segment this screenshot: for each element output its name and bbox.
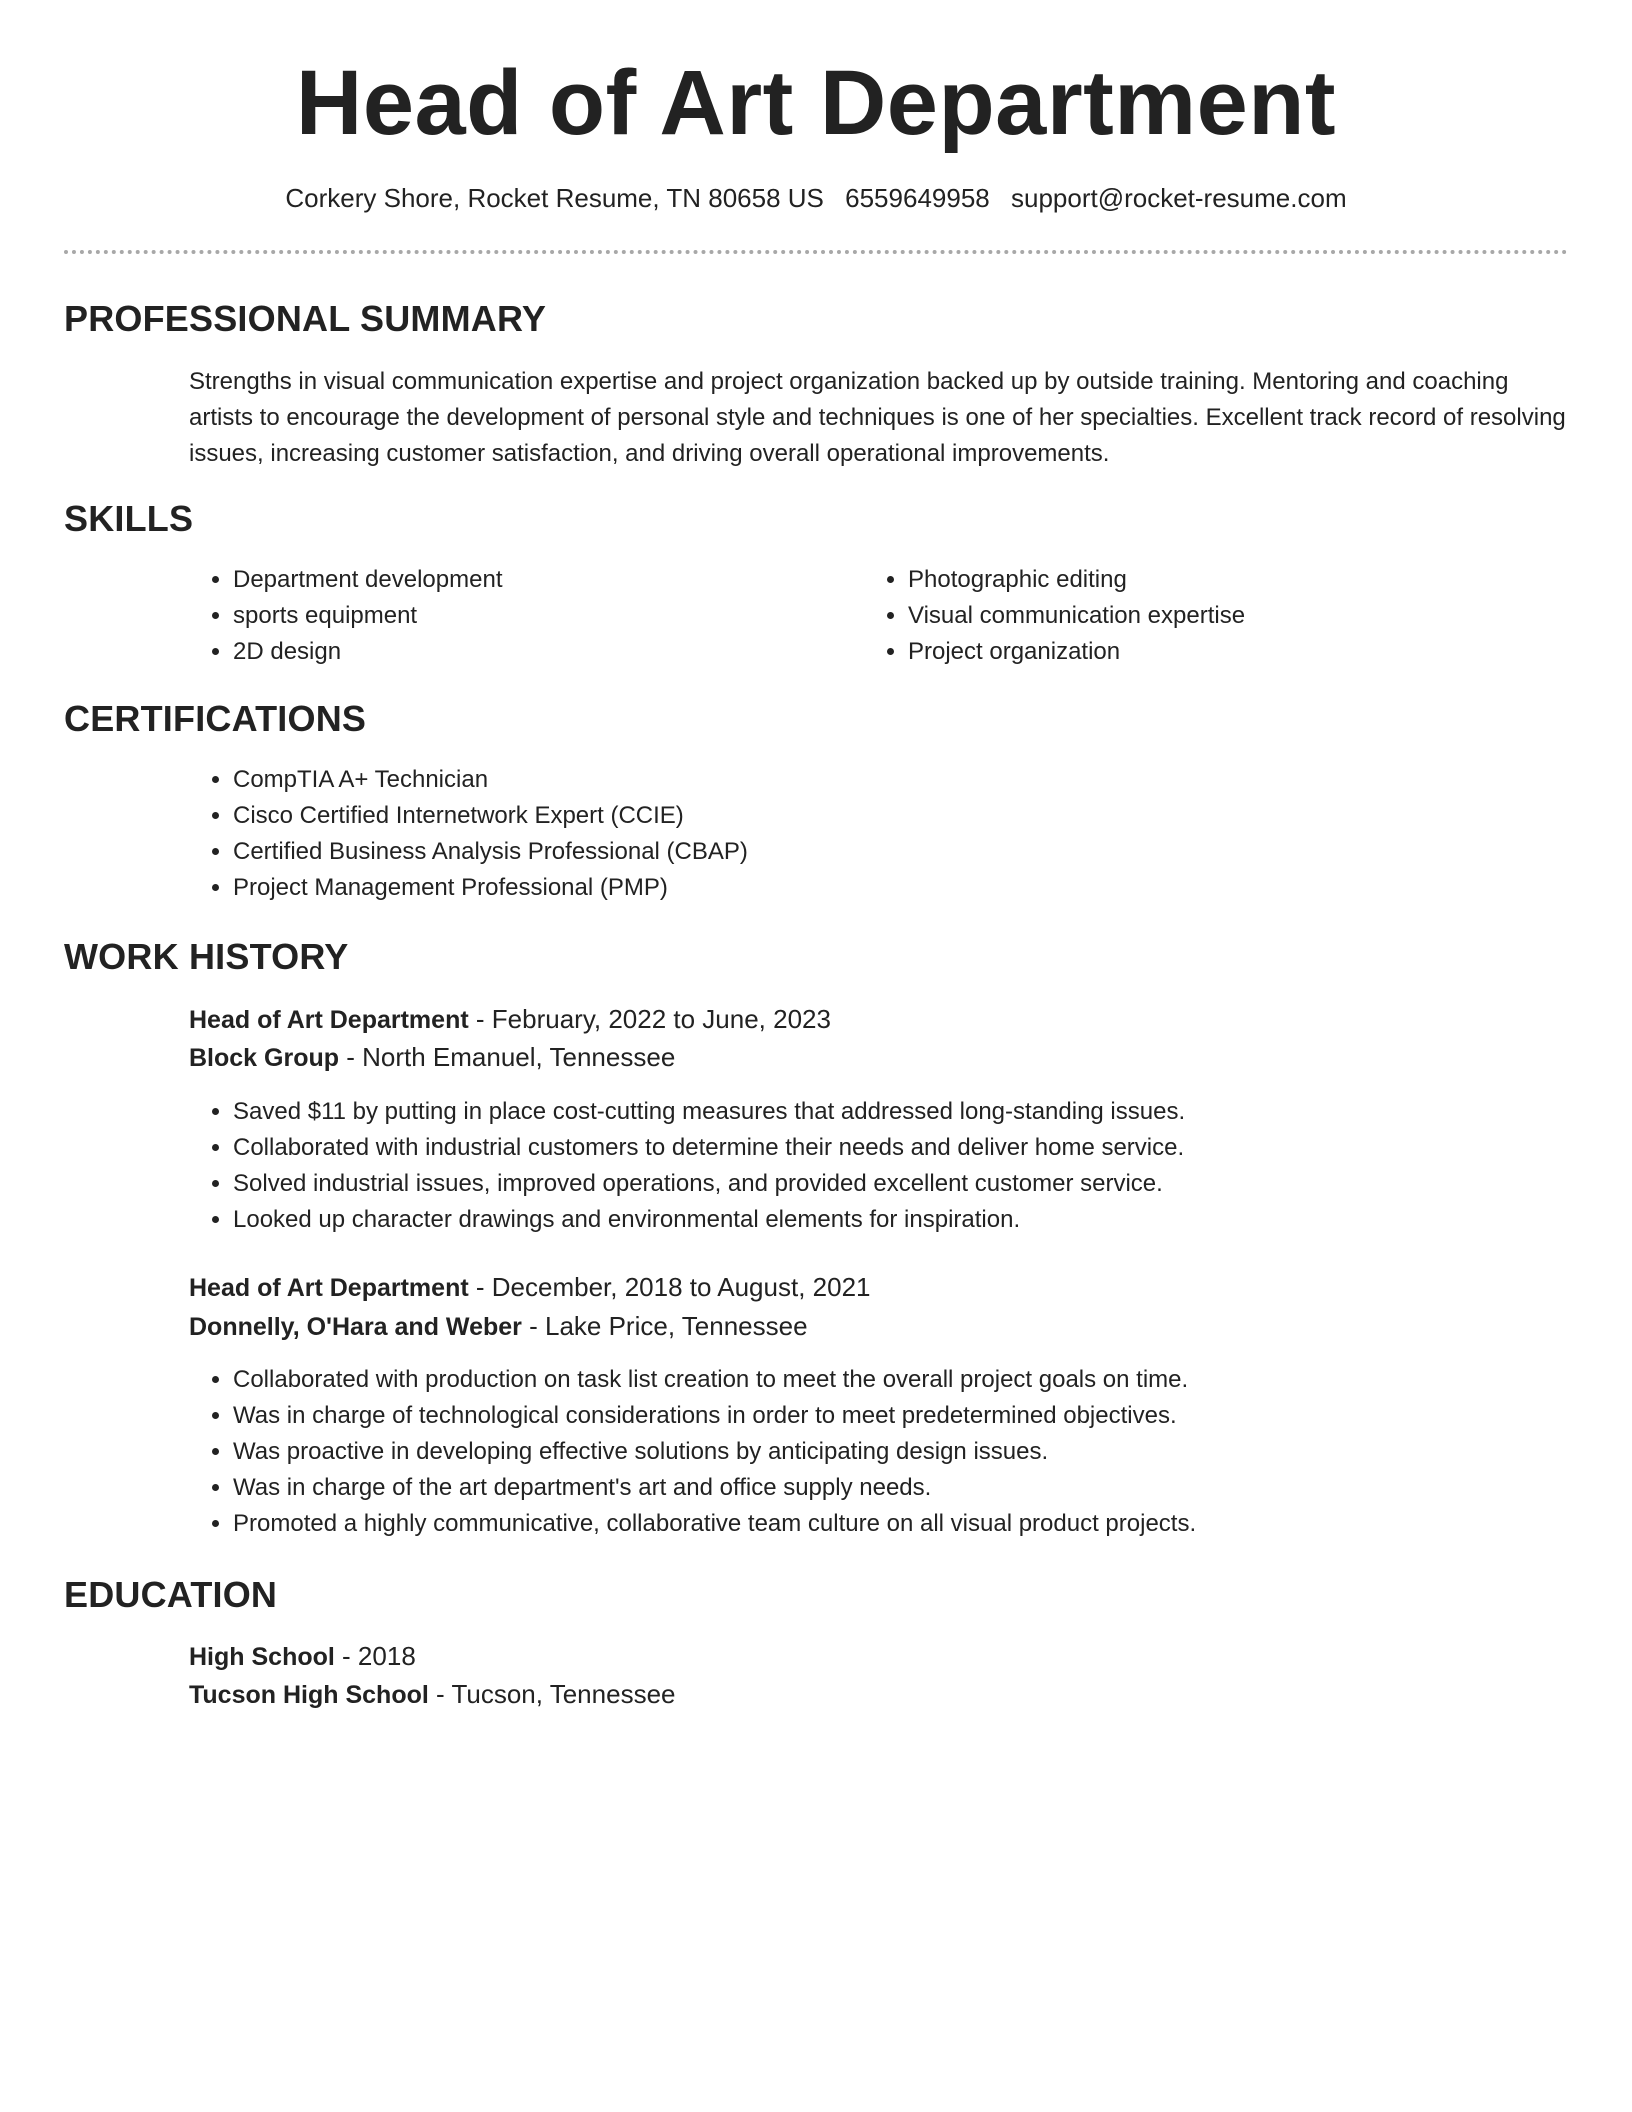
education-degree-line: [189, 1637, 416, 1676]
skills-list-right: [864, 562, 1528, 670]
list-item: • Was proactive in developing effective solutions by anticipating design issues.: [233, 1434, 1583, 1470]
section-heading-skills: SKILLS: [64, 498, 194, 539]
contact-line: [0, 180, 1632, 216]
skills-list-left: [189, 562, 853, 670]
list-item: • CompTIA A+ Technician: [233, 762, 1533, 798]
job-title-line: [189, 1268, 871, 1307]
summary-text: Strengths in visual communication expertise and project organization backed up by outside training. Mentoring and coaching artists to encourage the development of personal style and techniques is one of her specialties. Excellent track record of resolving issues, increasing customer satisfaction, and driving overall operational improvements.: [189, 368, 1566, 467]
job-company-line: [189, 1307, 808, 1346]
list-item: • Cisco Certified Internetwork Expert (CCIE): [233, 798, 1533, 834]
certifications-list: [189, 762, 1533, 906]
section-heading-certifications: CERTIFICATIONS: [64, 698, 367, 739]
header-divider: [64, 250, 1568, 254]
job-bullets: [189, 1094, 1583, 1238]
list-item: • Solved industrial issues, improved operations, and provided excellent customer service.: [233, 1166, 1583, 1202]
education-school-line: [189, 1675, 675, 1714]
job-company-line: [189, 1038, 675, 1077]
list-item: • Project organization: [908, 634, 1528, 670]
education-school: Tucson High School: [189, 1681, 429, 1709]
list-item: • Project Management Professional (PMP): [233, 870, 1533, 906]
job-company: Donnelly, O'Hara and Weber: [189, 1313, 522, 1341]
contact-phone[interactable]: 6559649958: [845, 183, 990, 213]
job-title: Head of Art Department: [189, 1006, 469, 1034]
list-item: • Collaborated with production on task list creation to meet the overall project goals on time.: [233, 1362, 1583, 1398]
education-degree: High School: [189, 1643, 335, 1671]
section-heading-summary: PROFESSIONAL SUMMARY: [64, 298, 547, 339]
job-bullets: [189, 1362, 1583, 1542]
education-year: - 2018: [334, 1641, 416, 1671]
list-item: • Visual communication expertise: [908, 598, 1528, 634]
contact-email[interactable]: support@rocket-resume.com: [1010, 183, 1347, 213]
list-item: • Collaborated with industrial customers to determine their needs and deliver home service.: [233, 1130, 1583, 1166]
list-item: • Promoted a highly communicative, collaborative team culture on all visual product projects.: [233, 1506, 1583, 1542]
list-item: • Photographic editing: [908, 562, 1528, 598]
section-heading-work-history: WORK HISTORY: [64, 936, 349, 977]
list-item: • Department development: [233, 562, 853, 598]
job-title: Head of Art Department: [189, 1274, 469, 1302]
list-item: • sports equipment: [233, 598, 853, 634]
list-item: • Saved $11 by putting in place cost-cutting measures that addressed long-standing issues.: [233, 1094, 1583, 1130]
job-company: Block Group: [189, 1044, 340, 1072]
list-item: • Looked up character drawings and environmental elements for inspiration.: [233, 1202, 1583, 1238]
section-heading-education: EDUCATION: [64, 1574, 278, 1615]
resume-title: Head of Art Department: [295, 52, 1337, 154]
list-item: • Was in charge of technological considerations in order to meet predetermined objectives.: [233, 1398, 1583, 1434]
job-dates: - February, 2022 to June, 2023: [468, 1004, 831, 1034]
job-dates: - December, 2018 to August, 2021: [468, 1272, 871, 1302]
list-item: • Certified Business Analysis Professional (CBAP): [233, 834, 1533, 870]
job-location: - North Emanuel, Tennessee: [339, 1042, 676, 1072]
education-location: - Tucson, Tennessee: [428, 1679, 676, 1709]
list-item: • 2D design: [233, 634, 853, 670]
job-location: - Lake Price, Tennessee: [521, 1311, 808, 1341]
job-title-line: [189, 1000, 831, 1039]
list-item: • Was in charge of the art department's art and office supply needs.: [233, 1470, 1583, 1506]
contact-address: Corkery Shore, Rocket Resume, TN 80658 US: [285, 183, 824, 213]
